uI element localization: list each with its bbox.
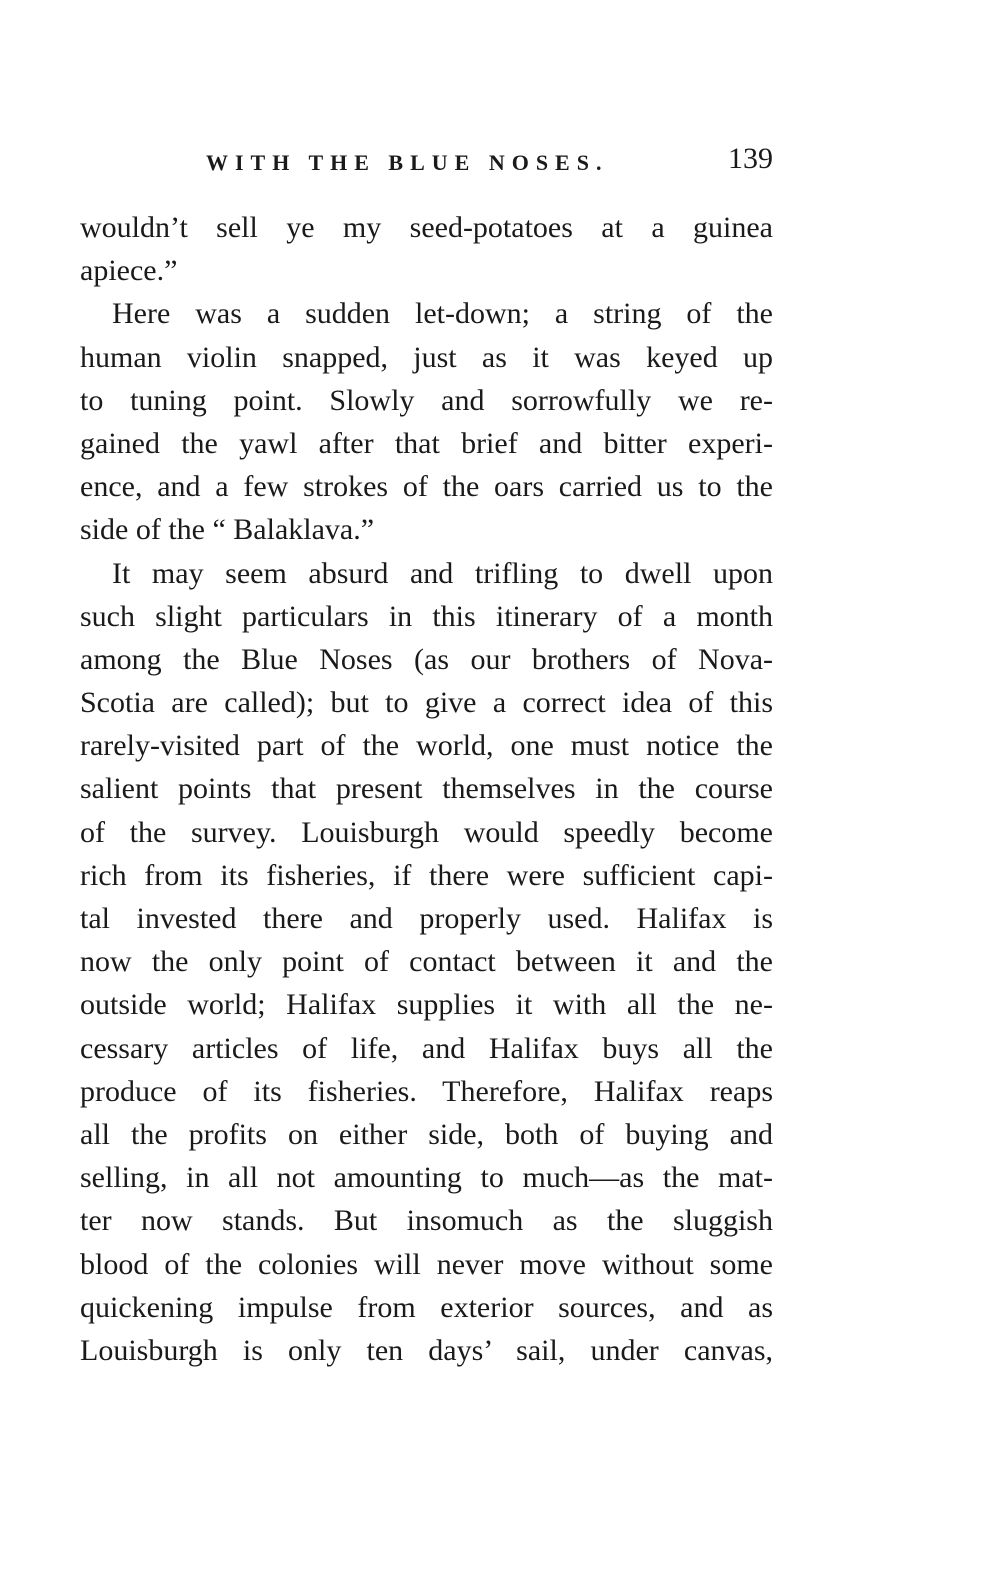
- text-line: selling, in all not amounting to much—as the mat-: [80, 1161, 773, 1195]
- text-line: quickening impulse from exterior sources, and as: [80, 1290, 773, 1324]
- text-line: to tuning point. Slowly and sorrowfully we re-: [80, 383, 773, 417]
- text-line: wouldn’t sell ye my seed-potatoes at a guinea: [80, 211, 773, 244]
- text-line: Scotia are called); but to give a correct idea of this: [80, 686, 773, 720]
- text-line: human violin snapped, just as it was keyed up: [80, 340, 773, 374]
- text-line: produce of its fisheries. Therefore, Halifax reaps: [80, 1074, 773, 1108]
- text-line: such slight particulars in this itinerary of a month: [80, 599, 773, 633]
- text-line: It may seem absurd and trifling to dwell upon: [112, 556, 773, 590]
- text-line: apiece.”: [80, 254, 178, 288]
- text-line: cessary articles of life, and Halifax buys all the: [80, 1031, 773, 1065]
- text-line: ter now stands. But insomuch as the sluggish: [80, 1204, 773, 1238]
- text-line: gained the yawl after that brief and bitter experi-: [80, 426, 773, 460]
- text-line: side of the “ Balaklava.”: [80, 513, 375, 547]
- text-line: salient points that present themselves in the course: [80, 772, 773, 806]
- text-line: blood of the colonies will never move without some: [80, 1247, 773, 1281]
- text-line: Here was a sudden let-down; a string of the: [112, 297, 773, 331]
- text-line: rarely-visited part of the world, one must notice the: [80, 729, 773, 763]
- text-line: now the only point of contact between it and the: [80, 945, 773, 979]
- text-line: rich from its fisheries, if there were sufficient capi-: [80, 858, 773, 892]
- text-line: outside world; Halifax supplies it with all the ne-: [80, 988, 773, 1022]
- running-head: [80, 142, 773, 182]
- running-title: WITH THE BLUE NOSES.: [206, 150, 609, 175]
- text-line: among the Blue Noses (as our brothers of Nova-: [80, 642, 773, 676]
- text-line: all the profits on either side, both of buying and: [80, 1117, 773, 1151]
- text-line: tal invested there and properly used. Halifax is: [80, 902, 773, 935]
- text-line: of the survey. Louisburgh would speedly become: [80, 815, 773, 849]
- text-line: Louisburgh is only ten days’ sail, under canvas,: [80, 1333, 773, 1367]
- body-text: [80, 206, 773, 1372]
- page-number: 139: [728, 142, 773, 175]
- text-line: ence, and a few strokes of the oars carried us to the: [80, 470, 773, 504]
